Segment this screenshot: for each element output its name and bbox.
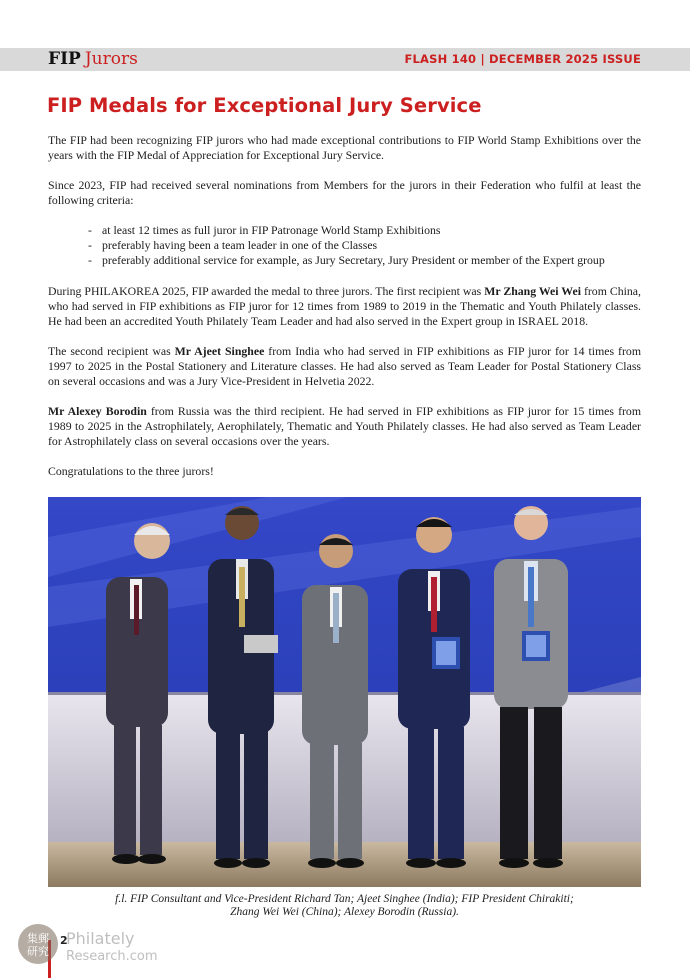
caption-line: Zhang Wei Wei (China); Alexey Borodin (Russia).	[230, 906, 459, 918]
recipient-name: Mr Alexey Borodin	[48, 404, 147, 418]
criteria-item: - preferably having been a team leader in one of the Classes	[88, 238, 641, 253]
caption-line: f.l. FIP Consultant and Vice-President Richard Tan; Ajeet Singhee (India); FIP President Chirakiti;	[115, 893, 574, 905]
criteria-list	[88, 223, 641, 268]
article-title: FIP Medals for Exceptional Jury Service	[47, 94, 482, 117]
section-title	[48, 49, 138, 69]
header-bar	[0, 48, 690, 71]
paragraph-intro: The FIP had been recognizing FIP jurors who had made exceptional contributions to FIP World Stamp Exhibitions over the years with the FIP Medal of Appreciation for Exceptional Jury Service.	[48, 133, 641, 162]
page-number: 2	[60, 934, 68, 947]
paragraph-third-recipient	[48, 404, 641, 449]
text-run: from Russia was the third recipient. He had served in FIP exhibitions as FIP juror for 15 times from 1989 to 2025 in the Astrophilately, Aerophilately, Thematic and Youth Philately classes. He had also served as Team Leader for Astrophilately class on several occasions over the years.	[48, 404, 642, 448]
section-name: Jurors	[84, 49, 138, 69]
text-run: from India who had served in FIP exhibitions as FIP juror for 14 times from 1997 to 2025 in the Postal Stationery and Literature classes. He had also served as Team Leader for Postal Stationery Class on several occasions and was a Jury Vice-President in Helvetia 2022.	[48, 344, 641, 388]
philately-research-logo	[16, 920, 166, 968]
recipient-name: Mr Ajeet Singhee	[174, 344, 265, 358]
logo-line1: Philately	[66, 929, 135, 948]
text-run: from China, who had served in FIP exhibitions as FIP juror for 12 times from 1989 to 2019 in the Thematic and Youth Philately classes. He had been an accredited Youth Philately Team Leader and had also served in the Expert group in ISRAEL 2018.	[48, 284, 641, 328]
section-prefix: FIP	[48, 49, 81, 69]
logo-cjk-bottom: 研究	[27, 945, 49, 958]
logo-cjk-top: 集郵	[27, 932, 49, 945]
paragraph-first-recipient	[48, 284, 641, 329]
recipient-name: Mr Zhang Wei Wei	[484, 284, 581, 298]
award-photo	[48, 497, 641, 887]
logo-line2: Research.com	[66, 949, 158, 964]
paragraph-second-recipient	[48, 344, 641, 389]
paragraph-nominations: Since 2023, FIP had received several nominations from Members for the jurors in their Federation who fulfil at least the following criteria:	[48, 178, 641, 207]
person-zhang-wei-wei	[398, 517, 470, 868]
photo-caption	[48, 893, 641, 919]
text-run: The second recipient was	[48, 344, 175, 358]
criteria-item: - at least 12 times as full juror in FIP Patronage World Stamp Exhibitions	[88, 223, 641, 238]
text-run: During PHILAKOREA 2025, FIP awarded the medal to three jurors. The first recipient was	[48, 284, 485, 298]
paragraph-congratulations: Congratulations to the three jurors!	[48, 464, 214, 478]
issue-label: FLASH 140 | DECEMBER 2025 ISSUE	[404, 52, 641, 66]
criteria-item: - preferably additional service for example, as Jury Secretary, Jury President or member of the Expert group	[88, 253, 641, 268]
